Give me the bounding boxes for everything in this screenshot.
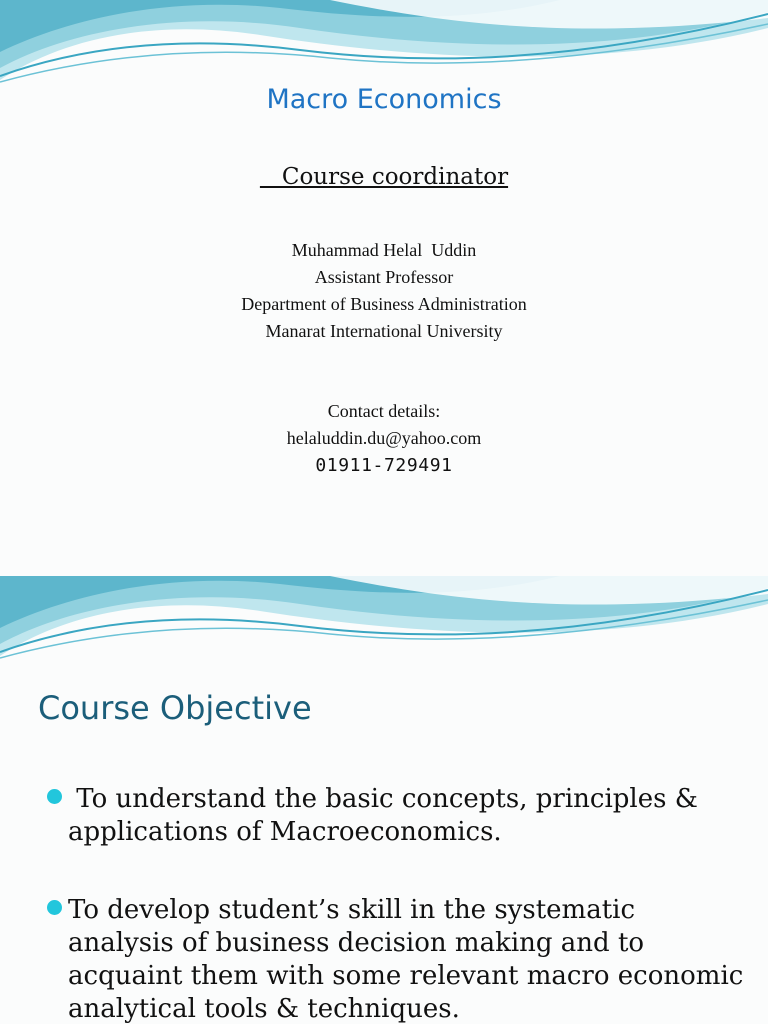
contact-email[interactable]: helaluddin.du@yahoo.com <box>286 428 482 448</box>
contact-label: Contact details: <box>327 401 441 421</box>
coordinator-heading <box>0 164 768 190</box>
coordinator-university: Manarat International University <box>265 321 503 341</box>
contact-details <box>0 398 768 479</box>
objective-item: To develop student’s skill in the systematic analysis of business decision making and to acquaint them with some relevant macro economic analytical tools & techniques. <box>68 895 744 1024</box>
objective-item: To understand the basic concepts, principles & applications of Macroeconomics. <box>68 784 707 847</box>
wave-banner <box>0 576 768 676</box>
coordinator-name: Muhammad Helal Uddin <box>291 240 477 260</box>
coordinator-heading-text: Course coordinator <box>259 164 509 190</box>
objective-slide <box>0 576 768 1024</box>
slide-title: Macro Economics <box>266 84 502 115</box>
slide-title: Course Objective <box>38 689 312 727</box>
bullet-icon <box>47 789 62 804</box>
bullet-icon <box>47 900 62 915</box>
coordinator-position: Assistant Professor <box>314 267 454 287</box>
coordinator-info <box>0 237 768 345</box>
coordinator-department: Department of Business Administration <box>241 294 527 314</box>
contact-phone: 01911-729491 <box>315 455 453 476</box>
